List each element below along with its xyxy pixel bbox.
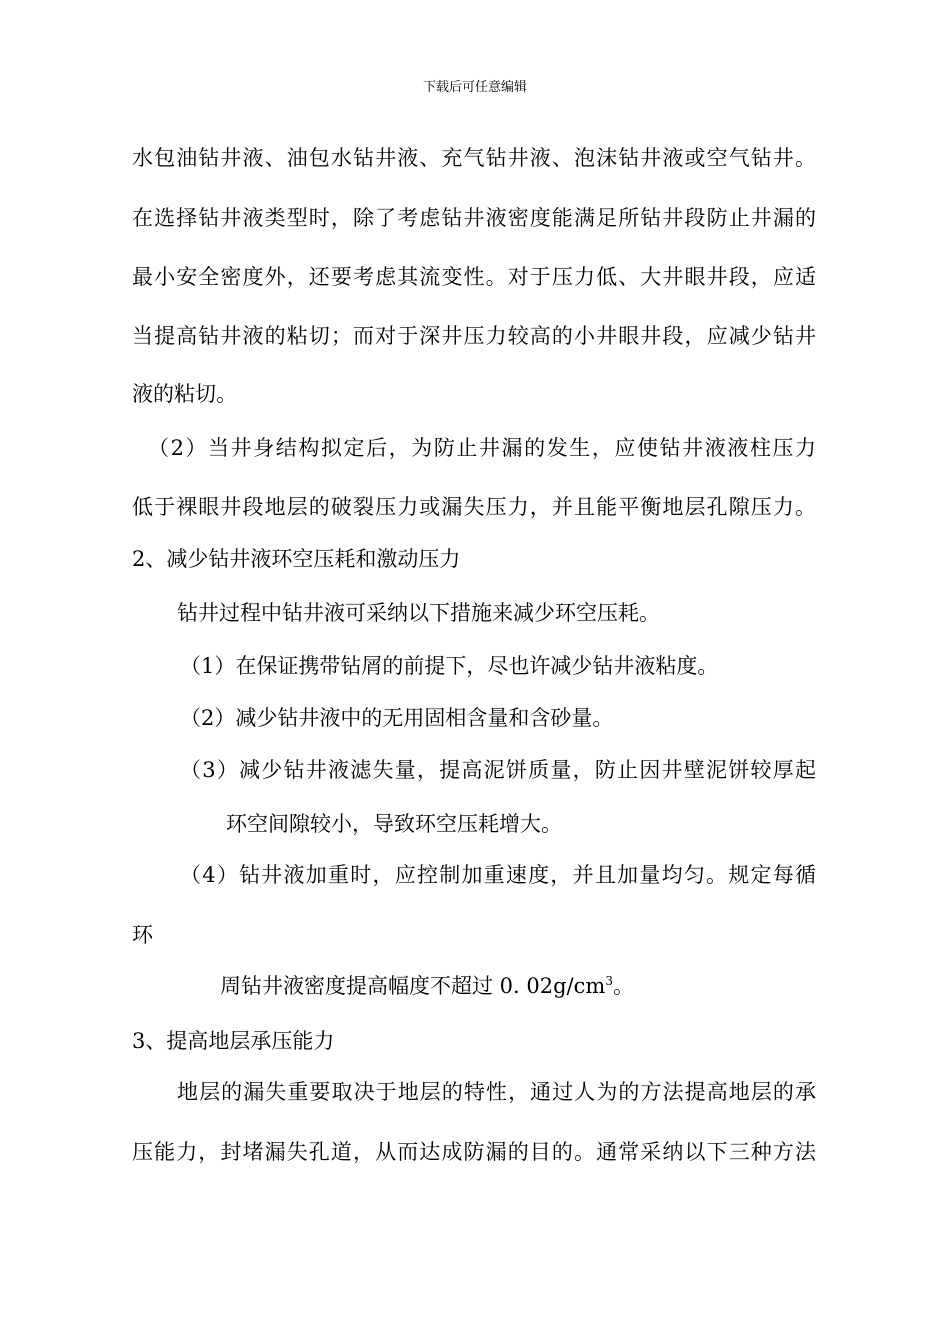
text-line: 低于裸眼井段地层的破裂压力或漏失压力，并且能平衡地层孔隙压力。 [132, 495, 816, 519]
text-line: 最小安全密度外，还要考虑其流变性。对于压力低、大井眼井段，应适 [132, 265, 816, 289]
list-item: （2）减少钻井液中的无用固相含量和含砂量。 [180, 706, 614, 730]
text-line: 压能力，封堵漏失孔道，从而达成防漏的目的。通常采纳以下三种方法 [132, 1140, 816, 1164]
superscript: 3 [605, 974, 613, 988]
text-line: 钻井过程中钻井液可采纳以下措施来减少环空压耗。 [177, 601, 660, 625]
text-line: 液的粘切。 [132, 382, 237, 406]
text-span: 。 [612, 974, 634, 998]
text-line [220, 976, 634, 997]
list-item: （1）在保证携带钻屑的前提下，尽也许减少钻井液粘度。 [180, 654, 719, 678]
section-heading: 3、提高地层承压能力 [132, 1029, 335, 1053]
page-header: 下载后可任意编辑 [422, 80, 527, 95]
list-item: （4）钻井液加重时，应控制加重速度，并且加量均匀。规定每循 [180, 863, 816, 887]
text-line: 环空间隙较小，导致环空压耗增大。 [226, 812, 562, 836]
list-item: （3）减少钻井液滤失量，提高泥饼质量，防止因井壁泥饼较厚起 [180, 758, 816, 782]
text-line: 当提高钻井液的粘切；而对于深井压力较高的小井眼井段，应减少钻井 [132, 324, 816, 348]
text-line: 水包油钻井液、油包水钻井液、充气钻井液、泡沫钻井液或空气钻井。 [132, 146, 816, 170]
text-line: （2）当井身结构拟定后，为防止井漏的发生，应使钻井液液柱压力 [148, 436, 816, 460]
text-line: 环 [132, 923, 153, 947]
text-span: 周钻井液密度提高幅度不超过 0. 02g/cm [220, 974, 606, 998]
section-heading: 2、减少钻井液环空压耗和激动压力 [132, 547, 461, 571]
text-line: 地层的漏失重要取决于地层的特性，通过人为的方法提高地层的承 [177, 1080, 816, 1104]
text-line: 在选择钻井液类型时，除了考虑钻井液密度能满足所钻井段防止井漏的 [132, 206, 816, 230]
